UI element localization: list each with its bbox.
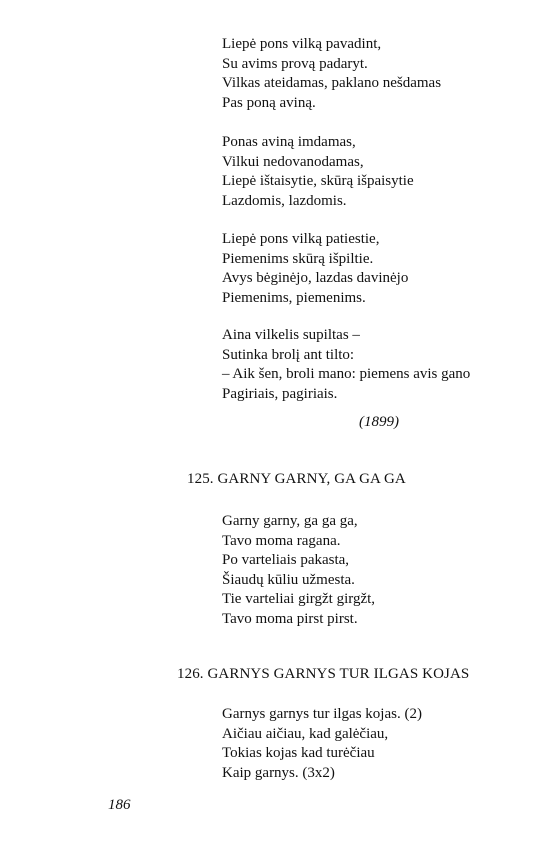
verse-line: Sutinka brolį ant tilto: — [222, 346, 355, 363]
verse-line: Tavo moma pirst pirst. — [222, 610, 358, 627]
verse-line: Garnys garnys tur ilgas kojas. (2) — [222, 706, 422, 722]
verse-line: Piemenims, piemenims. — [222, 289, 366, 306]
verse-line: Garny garny, ga ga ga, — [222, 513, 358, 529]
verse-line: Lazdomis, lazdomis. — [222, 192, 347, 209]
verse-line: – Aik šen, broli mano: piemens avis gano — [222, 366, 471, 382]
verse-line: Vilkui nedovanodamas, — [222, 153, 364, 170]
stanza-4 — [222, 326, 470, 404]
verse-line: Aina vilkelis supiltas – — [222, 327, 360, 343]
song-125-heading: 125. GARNY GARNY, GA GA GA — [187, 471, 406, 487]
verse-line: Tie varteliai girgžt girgžt, — [222, 591, 376, 607]
stanza-2 — [222, 133, 414, 211]
verse-line: Pagiriais, pagiriais. — [222, 385, 338, 402]
verse-line: Po varteliais pakasta, — [222, 552, 350, 568]
stanza-3 — [222, 230, 408, 308]
page-number: 186 — [108, 797, 131, 813]
song-126-heading: 126. GARNYS GARNYS TUR ILGAS KOJAS — [177, 666, 470, 682]
verse-line: Ponas aviną imdamas, — [222, 134, 356, 150]
verse-line: Tokias kojas kad turėčiau — [222, 745, 375, 761]
verse-line: Tavo moma ragana. — [222, 532, 341, 549]
stanza-1 — [222, 35, 441, 113]
verse-line: Aičiau aičiau, kad galėčiau, — [222, 725, 389, 742]
verse-line: Vilkas ateidamas, paklano nešdamas — [222, 75, 442, 91]
song-125-stanza — [222, 512, 375, 629]
verse-line: Avys bėginėjo, lazdas davinėjo — [222, 270, 409, 286]
verse-line: Su avims provą padaryt. — [222, 55, 368, 72]
date-note: (1899) — [359, 414, 399, 430]
verse-line: Liepė ištaisytie, skūrą išpaisytie — [222, 173, 414, 189]
song-126-stanza — [222, 705, 422, 783]
verse-line: Piemenims skūrą išpiltie. — [222, 250, 374, 267]
verse-line: Liepė pons vilką pavadint, — [222, 36, 382, 52]
verse-line: Šiaudų kūliu užmesta. — [222, 571, 355, 588]
verse-line: Kaip garnys. (3x2) — [222, 764, 335, 781]
verse-line: Liepė pons vilką patiestie, — [222, 231, 380, 247]
verse-line: Pas poną aviną. — [222, 94, 316, 111]
